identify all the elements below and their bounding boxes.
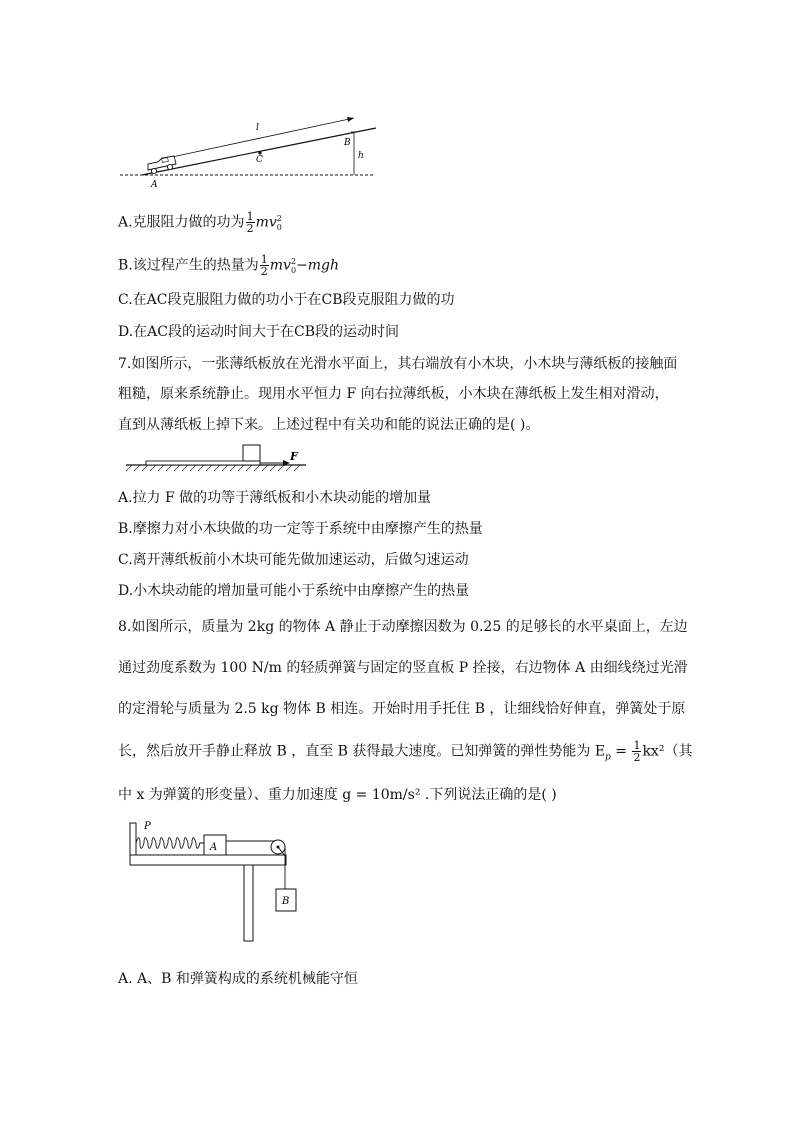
label-l: l [256, 123, 259, 133]
label-A: A [151, 180, 158, 190]
q7-option-c: C.离开薄纸板前小木块可能先做加速运动，后做匀速运动 [118, 552, 469, 568]
cardboard-figure [124, 440, 314, 476]
q8-option-a: A. A、B 和弹簧构成的系统机械能守恒 [118, 971, 358, 987]
q8-stem-4: 长，然后放开手静止释放 B ，直至 B 获得最大速度。已知弹簧的弹性势能为 $E_p$ = $\frac{1}{2}$ kx²（其 [118, 739, 693, 764]
label-A: A [210, 842, 218, 853]
q6-b-frac: $\frac{1}{2}$ [260, 253, 268, 278]
q7-stem-2: 粗糙，原来系统静止。现用水平恒力 F 向右拉薄纸板，小木块在薄纸板上发生相对滑动， [118, 386, 669, 402]
q8-stem-2: 通过劲度系数为 100 N/m 的轻质弹簧与固定的竖直板 P 拴接，右边物体 A 由细线绕过光滑 [118, 660, 688, 676]
q6-a-frac: $\frac{1}{2}$ [246, 210, 254, 235]
incline-figure [118, 112, 388, 192]
q6-b-prefix: B.该过程产生的热量为 [118, 257, 259, 274]
q6-b-tail: −mgh [296, 257, 340, 274]
q6-option-d: D.在AC段的运动时间大于在CB段的运动时间 [118, 324, 399, 340]
q8-stem-1: 8.如图所示，质量为 2kg 的物体 A 静止于动摩擦因数为 0.25 的足够长的水平桌面上，左边 [118, 619, 688, 635]
q6-a-expr: mv [255, 214, 277, 231]
q8-stem-4-post: kx²（其 [642, 743, 693, 760]
label-B: B [344, 138, 351, 148]
label-B: B [282, 896, 290, 907]
q6-option-a: A.克服阻力做的功为 $\frac{1}{2}$ mv 2 0 [118, 210, 282, 235]
q7-option-d: D.小木块动能的增加量可能小于系统中由摩擦产生的热量 [118, 583, 470, 599]
q8-stem-5: 中 x 为弹簧的形变量）、重力加速度 g = 10m/s² .下列说法正确的是( ) [118, 787, 557, 803]
label-C: C [256, 155, 263, 165]
label-F: F [290, 450, 298, 463]
q8-stem-4-frac: $\frac{1}{2}$ [633, 739, 641, 764]
q6-b-expr: mv [269, 257, 291, 274]
label-h: h [358, 151, 364, 161]
q8-stem-4-pre: 长，然后放开手静止释放 B ，直至 B 获得最大速度。已知弹簧的弹性势能为 E [118, 743, 606, 760]
q6-option-c: C.在AC段克服阻力做的功小于在CB段克服阻力做的功 [118, 292, 455, 308]
spring-pulley-figure [126, 815, 306, 947]
label-P: P [144, 821, 151, 832]
q8-stem-3: 的定滑轮与质量为 2.5 kg 物体 B 相连。开始时用手托住 B ，让细线恰好伸直，弹簧处于原 [118, 701, 686, 717]
q6-option-b: B.该过程产生的热量为 $\frac{1}{2}$ mv 2 0 −mgh [118, 253, 340, 278]
q7-stem-3: 直到从薄纸板上掉下来。上述过程中有关功和能的说法正确的是( )。 [118, 417, 540, 433]
q7-option-a: A.拉力 F 做的功等于薄纸板和小木块动能的增加量 [118, 490, 432, 506]
q6-a-prefix: A.克服阻力做的功为 [118, 214, 245, 231]
q7-stem-1: 7.如图所示，一张薄纸板放在光滑水平面上，其右端放有小木块，小木块与薄纸板的接触面 [118, 356, 678, 372]
q7-option-b: B.摩擦力对小木块做的功一定等于系统中由摩擦产生的热量 [118, 521, 483, 537]
